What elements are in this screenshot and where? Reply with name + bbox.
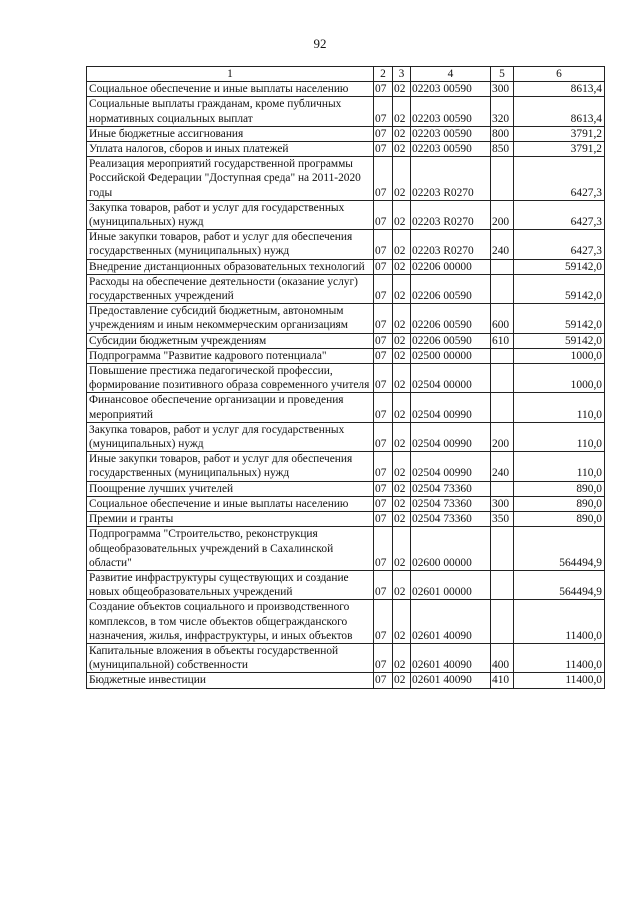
table-header-row (87, 67, 605, 82)
row-expense-type: 850 (491, 142, 514, 157)
row-name: Премии и гранты (87, 512, 374, 527)
row-expense-type: 200 (491, 200, 514, 229)
row-target-article: 02504 00990 (411, 422, 491, 451)
row-amount: 11400,0 (514, 673, 605, 688)
row-subsection: 02 (393, 512, 411, 527)
row-subsection: 02 (393, 126, 411, 141)
table-row (87, 126, 605, 141)
row-expense-type: 320 (491, 97, 514, 126)
page-number: 92 (313, 36, 327, 51)
row-name: Иные закупки товаров, работ и услуг для обеспечения государственных (муниципальных) нужд (87, 452, 374, 481)
row-amount: 564494,9 (514, 570, 605, 599)
row-name: Социальное обеспечение и иные выплаты населению (87, 496, 374, 511)
row-target-article: 02203 00590 (411, 142, 491, 157)
row-section: 07 (374, 274, 393, 303)
row-subsection: 02 (393, 527, 411, 571)
row-section: 07 (374, 512, 393, 527)
row-section: 07 (374, 97, 393, 126)
row-target-article: 02206 00000 (411, 259, 491, 274)
row-expense-type: 240 (491, 230, 514, 259)
row-amount: 11400,0 (514, 600, 605, 644)
row-subsection: 02 (393, 274, 411, 303)
row-expense-type: 240 (491, 452, 514, 481)
row-subsection: 02 (393, 82, 411, 97)
table-row (87, 527, 605, 571)
row-amount: 59142,0 (514, 333, 605, 348)
row-amount: 6427,3 (514, 230, 605, 259)
row-target-article: 02600 00000 (411, 527, 491, 571)
row-section: 07 (374, 527, 393, 571)
row-subsection: 02 (393, 348, 411, 363)
table-row (87, 570, 605, 599)
row-amount: 890,0 (514, 512, 605, 527)
table-row (87, 673, 605, 688)
row-expense-type (491, 364, 514, 393)
row-amount: 8613,4 (514, 82, 605, 97)
row-expense-type (491, 481, 514, 496)
table-row (87, 333, 605, 348)
row-section: 07 (374, 82, 393, 97)
row-target-article: 02500 00000 (411, 348, 491, 363)
row-subsection: 02 (393, 570, 411, 599)
row-target-article: 02203 R0270 (411, 230, 491, 259)
row-amount: 59142,0 (514, 259, 605, 274)
row-subsection: 02 (393, 600, 411, 644)
row-name: Повышение престижа педагогической профессии, формирование позитивного образа современного учителя (87, 364, 374, 393)
row-name: Социальные выплаты гражданам, кроме публичных нормативных социальных выплат (87, 97, 374, 126)
row-subsection: 02 (393, 304, 411, 333)
row-expense-type: 300 (491, 82, 514, 97)
row-name: Социальное обеспечение и иные выплаты населению (87, 82, 374, 97)
row-amount: 110,0 (514, 393, 605, 422)
row-expense-type: 350 (491, 512, 514, 527)
row-target-article: 02203 00590 (411, 82, 491, 97)
row-expense-type (491, 259, 514, 274)
row-section: 07 (374, 348, 393, 363)
table-row (87, 643, 605, 672)
row-target-article: 02601 00000 (411, 570, 491, 599)
row-subsection: 02 (393, 200, 411, 229)
row-amount: 6427,3 (514, 157, 605, 201)
row-name: Подпрограмма "Строительство, реконструкция общеобразовательных учреждений в Сахалинской области" (87, 527, 374, 571)
row-section: 07 (374, 481, 393, 496)
row-expense-type: 800 (491, 126, 514, 141)
row-expense-type: 600 (491, 304, 514, 333)
row-amount: 1000,0 (514, 348, 605, 363)
row-expense-type: 410 (491, 673, 514, 688)
row-expense-type: 400 (491, 643, 514, 672)
column-header-1: 1 (87, 67, 374, 82)
row-subsection: 02 (393, 452, 411, 481)
column-header-4: 4 (411, 67, 491, 82)
row-amount: 8613,4 (514, 97, 605, 126)
row-amount: 59142,0 (514, 304, 605, 333)
row-name: Уплата налогов, сборов и иных платежей (87, 142, 374, 157)
row-target-article: 02203 R0270 (411, 200, 491, 229)
row-name: Закупка товаров, работ и услуг для государственных (муниципальных) нужд (87, 200, 374, 229)
row-section: 07 (374, 259, 393, 274)
row-expense-type (491, 600, 514, 644)
row-section: 07 (374, 333, 393, 348)
row-subsection: 02 (393, 97, 411, 126)
row-name: Поощрение лучших учителей (87, 481, 374, 496)
row-subsection: 02 (393, 673, 411, 688)
row-subsection: 02 (393, 230, 411, 259)
table-row (87, 142, 605, 157)
row-name: Капитальные вложения в объекты государственной (муниципальной) собственности (87, 643, 374, 672)
row-expense-type: 300 (491, 496, 514, 511)
table-row (87, 364, 605, 393)
row-name: Иные закупки товаров, работ и услуг для обеспечения государственных (муниципальных) нужд (87, 230, 374, 259)
row-subsection: 02 (393, 259, 411, 274)
row-target-article: 02504 73360 (411, 512, 491, 527)
row-amount: 890,0 (514, 481, 605, 496)
row-subsection: 02 (393, 481, 411, 496)
row-target-article: 02203 R0270 (411, 157, 491, 201)
row-target-article: 02203 00590 (411, 97, 491, 126)
table-row (87, 200, 605, 229)
row-subsection: 02 (393, 364, 411, 393)
table-row (87, 393, 605, 422)
column-header-3: 3 (393, 67, 411, 82)
row-subsection: 02 (393, 157, 411, 201)
row-expense-type (491, 527, 514, 571)
budget-table (86, 66, 605, 689)
table-row (87, 230, 605, 259)
row-subsection: 02 (393, 643, 411, 672)
row-name: Создание объектов социального и производственного комплексов, в том числе объектов общегражданского назначения, жилья, инфраструктуры, и иных объектов (87, 600, 374, 644)
row-subsection: 02 (393, 333, 411, 348)
table-row (87, 348, 605, 363)
row-target-article: 02203 00590 (411, 126, 491, 141)
row-section: 07 (374, 200, 393, 229)
table-row (87, 452, 605, 481)
row-name: Иные бюджетные ассигнования (87, 126, 374, 141)
row-section: 07 (374, 393, 393, 422)
row-section: 07 (374, 643, 393, 672)
row-section: 07 (374, 364, 393, 393)
row-name: Подпрограмма "Развитие кадрового потенциала" (87, 348, 374, 363)
table-row (87, 82, 605, 97)
row-target-article: 02601 40090 (411, 673, 491, 688)
row-section: 07 (374, 157, 393, 201)
row-target-article: 02504 73360 (411, 496, 491, 511)
row-target-article: 02206 00590 (411, 274, 491, 303)
row-section: 07 (374, 142, 393, 157)
table-row (87, 157, 605, 201)
row-amount: 110,0 (514, 452, 605, 481)
row-name: Бюджетные инвестиции (87, 673, 374, 688)
row-section: 07 (374, 304, 393, 333)
row-target-article: 02601 40090 (411, 643, 491, 672)
row-target-article: 02504 73360 (411, 481, 491, 496)
row-amount: 3791,2 (514, 142, 605, 157)
table-row (87, 304, 605, 333)
row-amount: 59142,0 (514, 274, 605, 303)
table-row (87, 496, 605, 511)
row-subsection: 02 (393, 142, 411, 157)
row-target-article: 02504 00000 (411, 364, 491, 393)
row-amount: 890,0 (514, 496, 605, 511)
row-expense-type (491, 274, 514, 303)
table-body (87, 82, 605, 688)
row-name: Финансовое обеспечение организации и проведения мероприятий (87, 393, 374, 422)
column-header-5: 5 (491, 67, 514, 82)
row-section: 07 (374, 570, 393, 599)
row-name: Расходы на обеспечение деятельности (оказание услуг) государственных учреждений (87, 274, 374, 303)
row-name: Реализация мероприятий государственной программы Российской Федерации "Доступная среда" на 2011-2020 годы (87, 157, 374, 201)
row-amount: 6427,3 (514, 200, 605, 229)
table-row (87, 97, 605, 126)
row-section: 07 (374, 230, 393, 259)
row-amount: 11400,0 (514, 643, 605, 672)
row-expense-type (491, 348, 514, 363)
row-amount: 1000,0 (514, 364, 605, 393)
row-expense-type (491, 570, 514, 599)
row-target-article: 02206 00590 (411, 333, 491, 348)
row-section: 07 (374, 452, 393, 481)
row-section: 07 (374, 422, 393, 451)
row-target-article: 02504 00990 (411, 452, 491, 481)
table-row (87, 481, 605, 496)
row-expense-type (491, 393, 514, 422)
row-section: 07 (374, 673, 393, 688)
row-amount: 564494,9 (514, 527, 605, 571)
row-target-article: 02504 00990 (411, 393, 491, 422)
row-expense-type (491, 157, 514, 201)
row-name: Предоставление субсидий бюджетным, автономным учреждениям и иным некоммерческим организациям (87, 304, 374, 333)
table-row (87, 422, 605, 451)
row-target-article: 02206 00590 (411, 304, 491, 333)
row-expense-type: 610 (491, 333, 514, 348)
row-subsection: 02 (393, 393, 411, 422)
table-row (87, 274, 605, 303)
table-row (87, 512, 605, 527)
row-section: 07 (374, 600, 393, 644)
table-row (87, 600, 605, 644)
column-header-6: 6 (514, 67, 605, 82)
row-section: 07 (374, 496, 393, 511)
row-subsection: 02 (393, 496, 411, 511)
column-header-2: 2 (374, 67, 393, 82)
row-amount: 110,0 (514, 422, 605, 451)
row-name: Закупка товаров, работ и услуг для государственных (муниципальных) нужд (87, 422, 374, 451)
row-name: Субсидии бюджетным учреждениям (87, 333, 374, 348)
table-row (87, 259, 605, 274)
row-name: Внедрение дистанционных образовательных технологий (87, 259, 374, 274)
row-section: 07 (374, 126, 393, 141)
row-amount: 3791,2 (514, 126, 605, 141)
row-subsection: 02 (393, 422, 411, 451)
row-expense-type: 200 (491, 422, 514, 451)
budget-table-container (86, 66, 604, 689)
row-name: Развитие инфраструктуры существующих и создание новых общеобразовательных учреждений (87, 570, 374, 599)
row-target-article: 02601 40090 (411, 600, 491, 644)
